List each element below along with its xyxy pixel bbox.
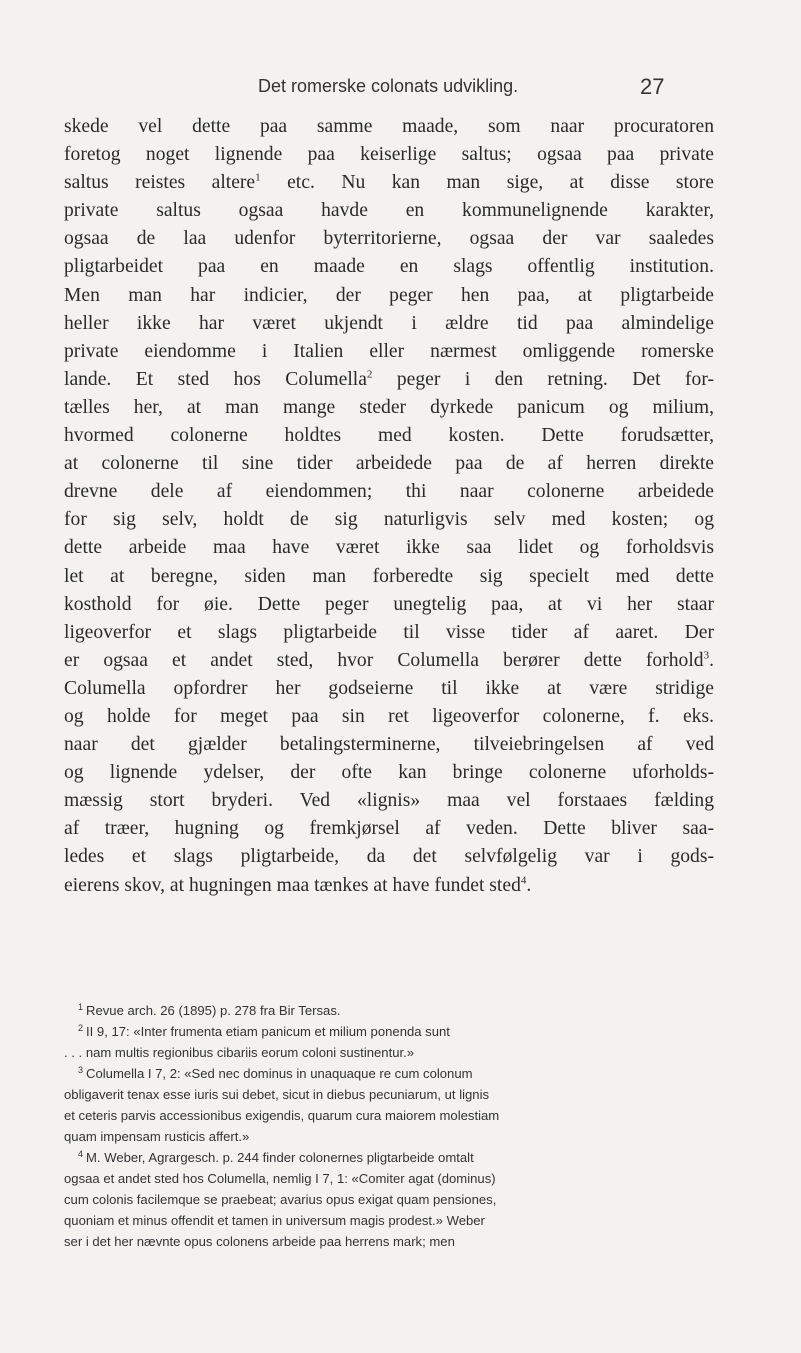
body-line: tælles her, at man mange steder dyrkede panicum og milium, [64,396,714,418]
body-line: ligeoverfor et slags pligtarbeide til visse tider af aaret. Der [64,621,714,643]
body-line: at colonerne til sine tider arbeidede paa de af herren direkte [64,453,714,475]
footnote-line: cum colonis facilemque se praebeat; avarius opus exigat quam pensiones, [64,1192,497,1207]
page-header [0,74,801,104]
footnote-line: $^1$ Revue arch. 26 (1895) p. 278 fra Bir Tersas. [78,1001,341,1018]
body-line: drevne dele af eiendommen; thi naar colonerne arbeidede [64,481,714,503]
body-line: er ogsaa et andet sted, hvor Columella berører dette forhold$^3$. [64,649,714,671]
footnote-line: obligaverit tenax esse iuris sui debet, sicut in diebus pecuniarum, ut lignis [64,1087,490,1102]
page-number: 27 [640,74,665,99]
footnote-line: . . . nam multis regionibus cibariis eorum coloni sustinentur.» [64,1045,415,1060]
footnote-line: ser i det her nævnte opus colonens arbeide paa herrens mark; men [64,1234,455,1249]
body-line: af træer, hugning og fremkjørsel af veden. Dette bliver saa- [64,818,714,840]
footnote-mark: 2 [78,1022,84,1033]
footnote-ref[interactable]: 4 [520,874,527,886]
footnote-4 [64,1147,714,1252]
footnote-line: et ceteris parvis accessionibus exigendis, quarum cura maiorem molestiam [64,1108,500,1123]
body-line: saltus reistes altere$^1$ etc. Nu kan man sige, at disse store [64,171,714,194]
footnote-line: $^3$ Columella I 7, 2: «Sed nec dominus in unaquaque re cum colonum [78,1064,473,1081]
footnote-line: $^2$ II 9, 17: «Inter frumenta etiam panicum et milium ponenda sunt [78,1022,450,1039]
body-line: lande. Et sted hos Columella$^2$ peger i den retning. Det for- [64,368,714,390]
body-line: hvormed colonerne holdtes med kosten. Dette forudsætter, [64,425,714,447]
body-line: og holde for meget paa sin ret ligeoverfor colonerne, f. eks. [64,705,714,727]
footnote-line: quoniam et minus offendit et tamen in universum magis prodest.» Weber [64,1213,485,1228]
footnote-mark: 1 [78,1001,84,1012]
body-line: mæssig stort bryderi. Ved «lignis» maa vel forstaaes fælding [64,790,714,812]
footnote-mark: 4 [78,1148,84,1159]
footnote-2 [64,1021,714,1063]
body-line: ogsaa de laa udenfor byterritorierne, ogsaa der var saaledes [64,228,714,250]
running-title: Det romerske colonats udvikling. [258,76,519,96]
body-line: heller ikke har været ukjendt i ældre tid paa almindelige [64,312,714,334]
footnote-1 [64,1000,714,1021]
footnote-3 [64,1063,714,1147]
body-line: dette arbeide maa have været ikke saa lidet og forholdsvis [64,537,714,559]
body-line: let at beregne, siden man forberedte sig specielt med dette [64,565,714,587]
body-text [64,113,714,900]
body-line: foretog noget lignende paa keiserlige saltus; ogsaa paa private [64,144,714,166]
body-line: og lignende ydelser, der ofte kan bringe colonerne uforholds- [64,762,714,784]
body-line: private eiendomme i Italien eller nærmest omliggende romerske [64,340,714,362]
footnote-line: $^4$ M. Weber, Agrargesch. p. 244 finder colonernes pligtarbeide omtalt [78,1148,474,1165]
footnote-mark: 3 [78,1064,84,1075]
body-line: ledes et slags pligtarbeide, da det selvfølgelig var i gods- [64,846,714,868]
body-line: kosthold for øie. Dette peger unegtelig paa, at vi her staar [64,593,714,615]
footnote-ref[interactable]: 2 [366,368,373,381]
body-line: naar det gjælder betalingsterminerne, tilveiebringelsen af ved [64,734,714,756]
body-line: for sig selv, holdt de sig naturligvis selv med kosten; og [64,509,714,531]
body-line: Men man har indicier, der peger hen paa, at pligtarbeide [64,284,714,306]
body-line: eierens skov, at hugningen maa tænkes at have fundet sted$^4$. [64,874,532,896]
body-line: Columella opfordrer her godseierne til ikke at være stridige [64,677,714,699]
body-line: skede vel dette paa samme maade, som naar procuratoren [64,116,714,137]
body-line: private saltus ogsaa havde en kommunelignende karakter, [64,200,714,222]
footnote-ref[interactable]: 1 [255,171,261,184]
body-line: pligtarbeidet paa en maade en slags offentlig institution. [64,256,714,278]
footnote-line: ogsaa et andet sted hos Columella, nemlig I 7, 1: «Comiter agat (dominus) [64,1171,496,1186]
footnotes [64,1000,714,1252]
footnote-ref[interactable]: 3 [703,649,710,662]
footnote-line: quam impensam rusticis affert.» [64,1129,250,1144]
